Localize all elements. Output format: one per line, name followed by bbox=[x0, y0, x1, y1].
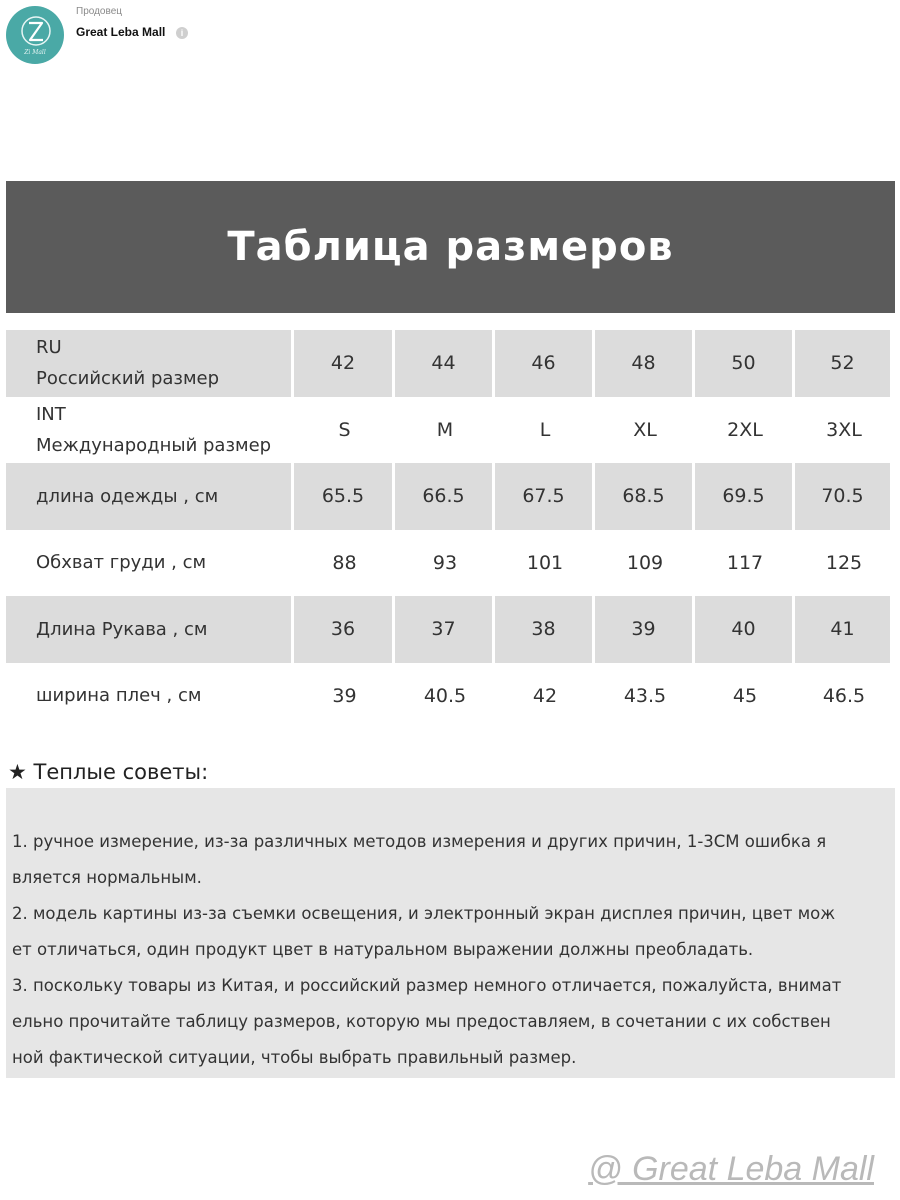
size-cell: 93 bbox=[432, 551, 458, 574]
seller-name-link[interactable]: Great Leba Mall bbox=[76, 25, 166, 39]
row-label bbox=[6, 663, 294, 730]
size-cell: 68.5 bbox=[595, 463, 695, 530]
tip-line: 3. поскольку товары из Китая, и российский размер немного отличается, пожалуйста, внимат bbox=[12, 976, 842, 995]
tip-line: 1. ручное измерение, из-за различных методов измерения и других причин, 1-3CM ошибка я bbox=[12, 832, 827, 851]
size-cell: 38 bbox=[495, 596, 595, 663]
tip-line: ет отличаться, один продукт цвет в натуральном выражении должны преобладать. bbox=[12, 940, 754, 959]
size-cell: 125 bbox=[825, 551, 863, 574]
size-cell: 36 bbox=[294, 596, 395, 663]
seller-avatar[interactable] bbox=[6, 6, 64, 64]
size-cell: M bbox=[436, 418, 454, 441]
seller-header bbox=[0, 0, 900, 70]
row-label-line: Длина Рукава , см bbox=[36, 618, 208, 640]
size-cell: 39 bbox=[332, 684, 357, 707]
size-cell: L bbox=[539, 418, 551, 441]
size-cell: 69.5 bbox=[695, 463, 795, 530]
size-cell: 42 bbox=[294, 330, 395, 397]
table-row bbox=[6, 596, 893, 663]
row-label-line: длина одежды , см bbox=[36, 485, 219, 507]
size-cell: 101 bbox=[526, 551, 564, 574]
tip-line: ной фактической ситуации, чтобы выбрать правильный размер. bbox=[12, 1048, 577, 1067]
size-cell: 46 bbox=[495, 330, 595, 397]
table-row bbox=[6, 330, 893, 397]
size-cell: 48 bbox=[595, 330, 695, 397]
size-cell: 52 bbox=[795, 330, 893, 397]
tip-line: 2. модель картины из-за съемки освещения, и электронный экран дисплея причин, цвет мож bbox=[12, 904, 836, 923]
size-cell: 44 bbox=[395, 330, 495, 397]
tip-line: вляется нормальным. bbox=[12, 868, 202, 887]
size-cell: 67.5 bbox=[495, 463, 595, 530]
size-cell: 65.5 bbox=[294, 463, 395, 530]
table-row bbox=[6, 530, 893, 597]
size-chart-banner bbox=[6, 181, 895, 313]
row-label bbox=[6, 596, 294, 663]
size-cell: 66.5 bbox=[395, 463, 495, 530]
row-label-line: INT bbox=[36, 403, 66, 425]
tip-line: ельно прочитайте таблицу размеров, которую мы предоставляем, в сочетании с их собствен bbox=[12, 1012, 831, 1031]
info-icon[interactable]: i bbox=[176, 27, 188, 39]
size-cell: 70.5 bbox=[795, 463, 893, 530]
tips-title: ★ Теплые советы: bbox=[8, 760, 209, 784]
size-cell: 46.5 bbox=[822, 684, 866, 707]
size-chart-title: Таблица размеров bbox=[227, 224, 674, 270]
size-cell: S bbox=[338, 418, 351, 441]
seller-caption: Продовец bbox=[76, 6, 122, 17]
row-label-subline: Международный размер bbox=[36, 434, 272, 456]
size-cell: 109 bbox=[626, 551, 664, 574]
row-label bbox=[6, 397, 294, 464]
size-cell: 42 bbox=[532, 684, 558, 707]
table-row bbox=[6, 663, 893, 730]
table-row bbox=[6, 397, 893, 464]
size-cell: 37 bbox=[395, 596, 495, 663]
tips-box bbox=[6, 788, 895, 1078]
size-cell: 40.5 bbox=[423, 684, 467, 707]
watermark: @ Great Leba Mall bbox=[588, 1150, 874, 1188]
size-cell: 43.5 bbox=[623, 684, 667, 707]
row-label-subline: Российский размер bbox=[36, 368, 220, 390]
size-cell: 2XL bbox=[727, 418, 763, 441]
size-cell: 41 bbox=[795, 596, 893, 663]
row-label bbox=[6, 463, 294, 530]
size-cell: 88 bbox=[332, 551, 357, 574]
size-cell: XL bbox=[633, 418, 657, 441]
row-label bbox=[6, 330, 294, 397]
size-cell: 117 bbox=[726, 551, 764, 574]
size-cell: 45 bbox=[732, 684, 758, 707]
size-cell: 3XL bbox=[826, 418, 862, 441]
size-cell: 40 bbox=[695, 596, 795, 663]
row-label-line: ширина плеч , см bbox=[36, 685, 202, 707]
row-label bbox=[6, 530, 294, 597]
row-label-line: RU bbox=[36, 337, 62, 359]
size-cell: 50 bbox=[695, 330, 795, 397]
size-cell: 39 bbox=[595, 596, 695, 663]
avatar-subtext: Zi Mall bbox=[24, 49, 46, 56]
row-label-line: Обхват груди , см bbox=[36, 552, 207, 574]
table-row bbox=[6, 463, 893, 530]
size-table bbox=[6, 330, 893, 729]
